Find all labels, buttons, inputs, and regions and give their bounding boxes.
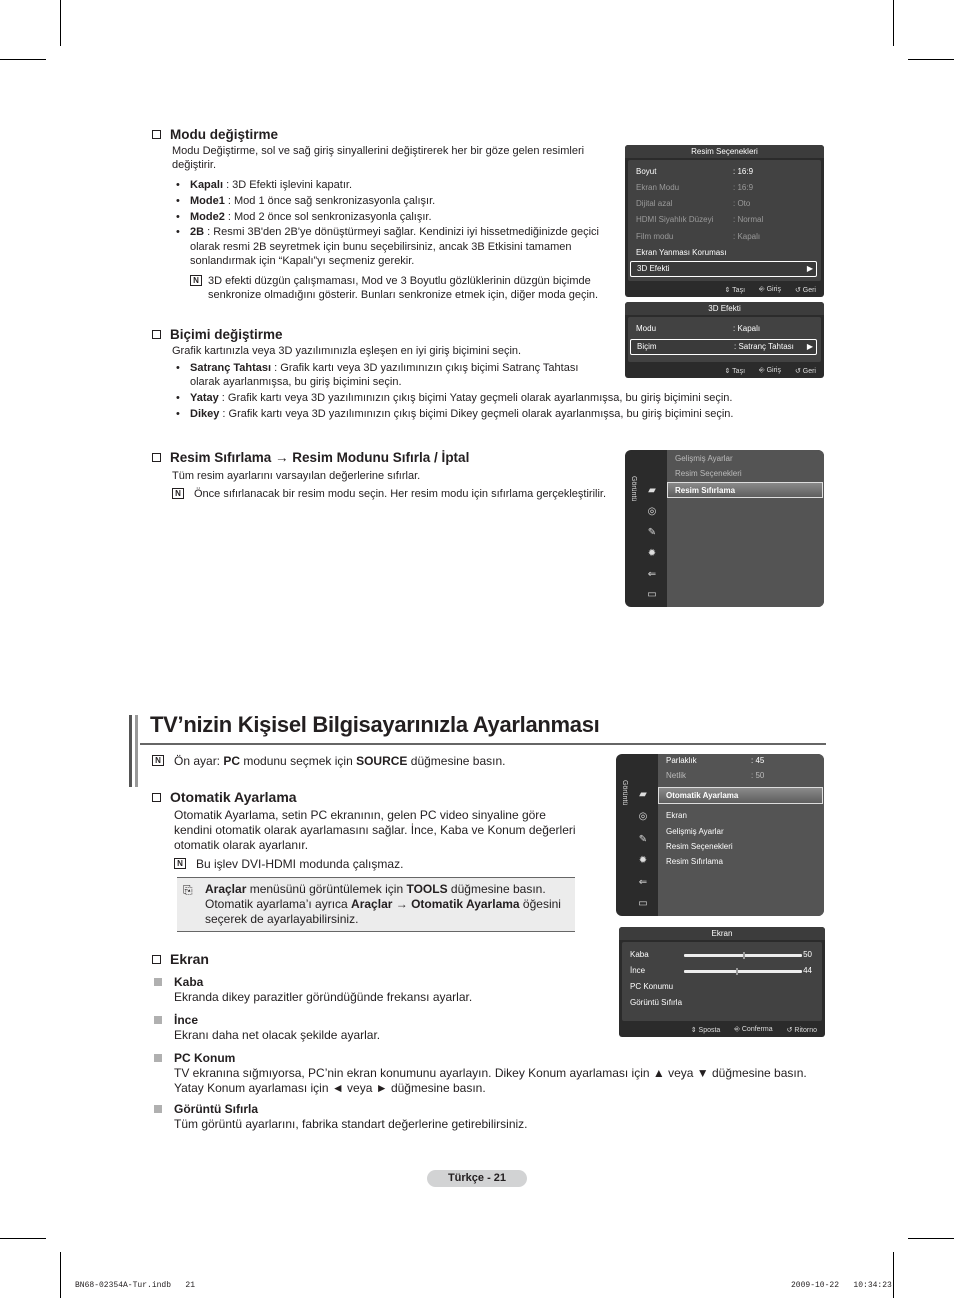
checkbox-square-icon <box>152 955 161 964</box>
menu-item[interactable]: Resim Seçenekleri <box>675 469 742 478</box>
list-item: • Kapalı : 3D Efekti işlevini kapatır. <box>172 178 612 192</box>
note-icon: N <box>174 858 186 869</box>
modu-intro: Modu Değiştirme, sol ve sağ giriş sinyallerini değiştirerek her bir göze gelen resimleri değiştirir. <box>172 145 585 171</box>
osd-footer: ⇕ Sposta ⎆ Conferma ↺ Ritorno <box>690 1026 817 1034</box>
tools-text: Araçlar menüsünü görüntülemek için TOOLS düğmesine basın. Otomatik ayarlama’ı ayrıca Araçlar → Otomatik Ayarlama öğesini seçerek de ayarlayabilirsiniz. <box>205 882 561 926</box>
crop-mark <box>0 1238 46 1239</box>
bullet-square-icon <box>154 1016 162 1024</box>
osd-picture-options <box>625 145 824 297</box>
crop-mark <box>908 59 954 60</box>
osd-row-selected[interactable]: 3D Efekti ▶ <box>630 261 817 277</box>
list-item: • Mode2 : Mod 2 önce sol senkronizasyonla çalışır. <box>172 210 612 224</box>
menu-item-label: Otomatik Ayarlama <box>666 791 739 800</box>
section-title: Otomatik Ayarlama <box>170 789 297 805</box>
slider-handle[interactable] <box>743 952 745 959</box>
file-info-left: BN68-02354A-Tur.indb 21 <box>75 1281 196 1290</box>
section-title: Biçimi değiştirme <box>170 327 283 342</box>
osd-row[interactable]: Dijital azal : Oto <box>636 199 751 208</box>
sound-icon[interactable]: ◎ <box>638 811 648 822</box>
preset-line: Ön ayar: PC modunu seçmek için SOURCE düğmesine basın. <box>174 754 506 768</box>
osd-row[interactable]: Ekran Modu : 16:9 <box>636 183 754 192</box>
modu-note: 3D efekti düzgün çalışmaması, Mod ve 3 Boyutlu gözlüklerinin düzgün biçimde senkronize olmadığını gösterir. Bunları senkronize etmek için, diğer moda geçin. <box>208 275 599 301</box>
osd-row[interactable]: İnce 44 <box>630 966 812 975</box>
arrow-right-icon: ▶ <box>806 264 813 273</box>
osd-footer: ⇕ Taşı ⎆ Giriş ↺ Geri <box>724 367 816 375</box>
bullet-square-icon <box>154 978 162 986</box>
bullet-square-icon <box>154 1054 162 1062</box>
crop-mark <box>908 1238 954 1239</box>
picture-icon[interactable]: ▰ <box>639 789 647 800</box>
osd-row[interactable]: PC Konumu <box>630 982 674 991</box>
heading-bar <box>129 715 132 787</box>
section-heading-ekran <box>152 951 209 967</box>
side-label: Görüntü <box>630 476 637 502</box>
list-item: • 2B : Resmi 3B'den 2B'ye dönüştürmeyi sağlar. Kendinizi iyi hissetmediğinizde geçici olarak resmi 2B seyretmek için bunu seçebilirsiniz, ancak 3B Etkisini tamamen sonlandırmak için “Kapalı”yı seçmeniz gerekir. <box>172 225 612 268</box>
menu-item[interactable]: Resim Seçenekleri <box>666 842 733 851</box>
page-number-badge: Türkçe - 21 <box>427 1170 527 1187</box>
osd-row[interactable]: Ekran Yanması Koruması <box>636 248 727 257</box>
osd-row[interactable]: Görüntü Sıfırla <box>630 998 683 1007</box>
side-label: Görüntü <box>621 780 628 806</box>
modu-bullets <box>172 178 612 270</box>
bicim-intro: Grafik kartınızla veya 3D yazılımınızla eşleşen en iyi giriş biçimini seçin. <box>172 345 522 357</box>
application-icon[interactable]: ▭ <box>647 589 657 600</box>
bullet-square-icon <box>154 1105 162 1113</box>
oto-intro: Otomatik Ayarlama, setin PC ekranının, gelen PC video sinyaline göre kendini otomatik olarak ayarlamasını sağlar. İnce, Kaba ve Konum değerleri otomatik olarak ayarlanır. <box>174 808 576 852</box>
slider-track[interactable] <box>684 970 802 973</box>
input-icon[interactable]: ⇐ <box>638 877 648 888</box>
crop-mark <box>60 1252 61 1298</box>
application-icon[interactable]: ▭ <box>638 898 648 909</box>
arrow-right-icon: ▶ <box>806 342 813 351</box>
osd-row[interactable]: Modu : Kapalı <box>636 324 761 333</box>
menu-item[interactable]: Gelişmiş Ayarlar <box>675 454 733 463</box>
menu-item-label: Resim Sıfırlama <box>675 486 736 495</box>
checkbox-square-icon <box>152 130 161 139</box>
osd-3d-effect <box>625 302 824 378</box>
osd-screen <box>619 927 825 1037</box>
osd-title: Resim Seçenekleri <box>625 145 824 158</box>
reset-note: Önce sıfırlanacak bir resim modu seçin. Her resim modu için sıfırlama gerçekleştirilir. <box>194 488 607 500</box>
note-icon: N <box>190 275 202 286</box>
osd-pc-picture-menu <box>616 754 824 916</box>
heading-bar <box>135 715 138 787</box>
list-item: • Mode1 : Mod 1 önce sağ senkronizasyonla çalışır. <box>172 194 612 208</box>
crop-mark <box>893 0 894 46</box>
osd-row[interactable]: HDMI Siyahlık Düzeyi : Normal <box>636 215 764 224</box>
checkbox-square-icon <box>152 330 161 339</box>
tools-box <box>177 877 575 932</box>
list-item: • Satranç Tahtası : Grafik kartı veya 3D yazılımınızın çıkış biçimi Satranç Tahtası olarak ayarlanmışsa, bu giriş biçimini seçin. <box>172 361 610 390</box>
heading-rule <box>140 743 826 745</box>
checkbox-square-icon <box>152 793 161 802</box>
crop-mark <box>0 59 46 60</box>
osd-row[interactable]: Kaba 50 <box>630 950 812 959</box>
osd-row[interactable]: Film modu : Kapalı <box>636 232 761 241</box>
menu-item[interactable]: Parlaklık : 45 <box>666 756 765 765</box>
menu-item[interactable]: Netlik : 50 <box>666 771 765 780</box>
menu-item[interactable]: Ekran <box>666 811 687 820</box>
section-title: Modu değiştirme <box>170 127 279 142</box>
section-heading-oto <box>152 789 297 805</box>
tools-icon: ⎘ <box>183 883 193 897</box>
channel-icon[interactable]: ✎ <box>647 527 657 538</box>
sound-icon[interactable]: ◎ <box>647 506 657 517</box>
osd-row-selected[interactable]: Biçim : Satranç Tahtası ▶ <box>630 339 817 355</box>
list-item: • Yatay : Grafik kartı veya 3D yazılımınızın çıkış biçimi Yatay geçmeli olarak ayarlanmışsa, bu giriş biçimini seçin. <box>172 391 772 405</box>
picture-icon[interactable]: ▰ <box>648 485 656 496</box>
osd-picture-menu <box>625 450 824 607</box>
oto-note: Bu işlev DVI-HDMI modunda çalışmaz. <box>196 857 404 871</box>
menu-item[interactable]: Resim Sıfırlama <box>666 857 723 866</box>
file-info-right: 2009-10-22 10:34:23 <box>791 1281 892 1290</box>
slider-handle[interactable] <box>736 968 738 975</box>
list-item: • Dikey : Grafik kartı veya 3D yazılımınızın çıkış biçimi Dikey geçmeli olarak ayarlanmışsa, bu giriş biçimini seçin. <box>172 407 772 421</box>
input-icon[interactable]: ⇐ <box>647 569 657 580</box>
osd-title: Ekran <box>619 927 825 940</box>
setup-icon[interactable]: ✹ <box>638 855 648 866</box>
page-title: TV’nizin Kişisel Bilgisayarınızla Ayarlanması <box>150 712 600 737</box>
section-heading-modu <box>152 127 278 142</box>
section-heading-bicim <box>152 327 283 342</box>
section-title: Resim Sıfırlama → Resim Modunu Sıfırla / İptal <box>170 450 470 465</box>
osd-title: 3D Efekti <box>625 302 824 315</box>
section-title: Ekran <box>170 951 209 967</box>
crop-mark <box>60 0 61 46</box>
setup-icon[interactable]: ✹ <box>647 548 657 559</box>
reset-intro: Tüm resim ayarlarını varsayılan değerlerine sıfırlar. <box>172 470 421 482</box>
crop-mark <box>893 1252 894 1298</box>
section-heading-reset <box>152 450 469 465</box>
note-icon: N <box>172 488 184 499</box>
menu-item[interactable]: Gelişmiş Ayarlar <box>666 827 724 836</box>
checkbox-square-icon <box>152 453 161 462</box>
osd-row[interactable]: Boyut : 16:9 <box>636 167 754 176</box>
note-icon: N <box>152 755 164 766</box>
osd-footer: ⇕ Taşı ⎆ Giriş ↺ Geri <box>724 286 816 294</box>
channel-icon[interactable]: ✎ <box>638 834 648 845</box>
